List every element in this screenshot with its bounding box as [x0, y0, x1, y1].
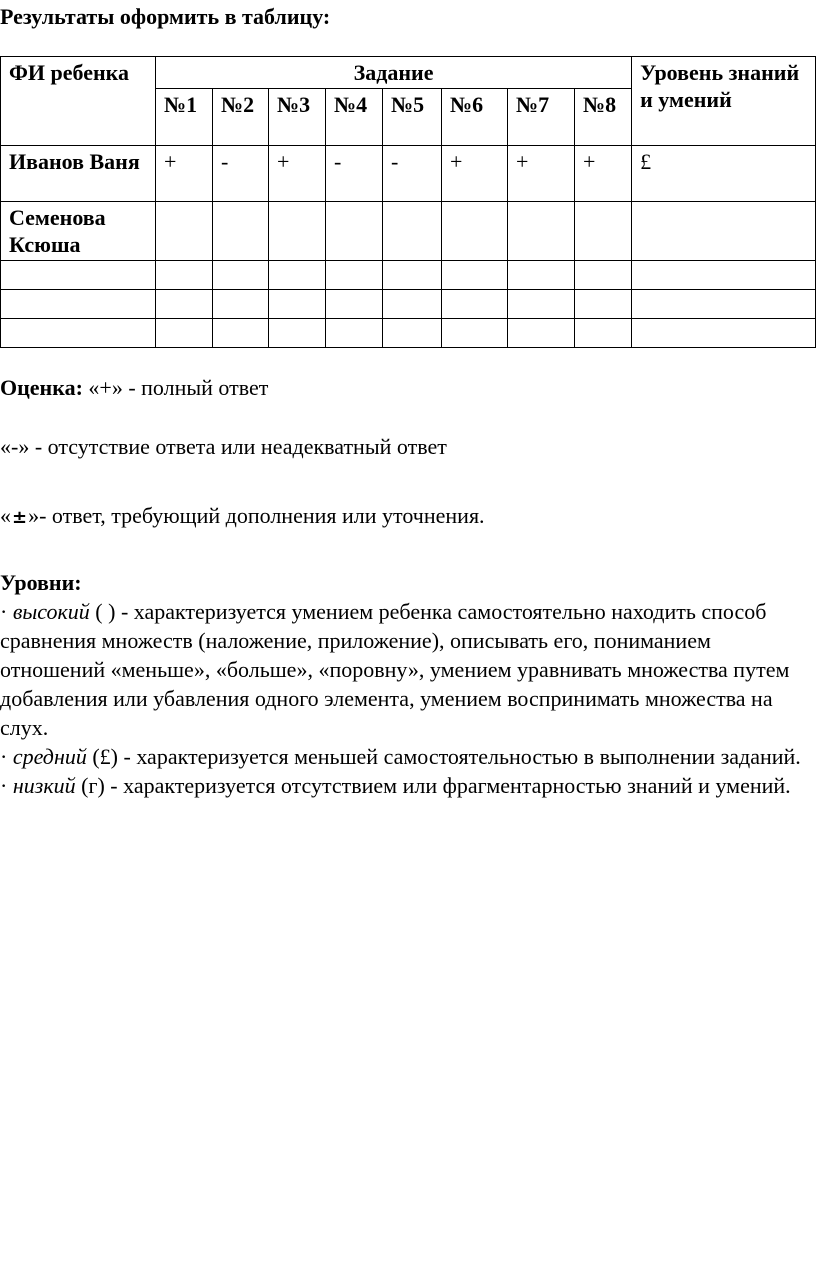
task-number-header: №2 — [213, 89, 269, 146]
grading-partial-open: « — [0, 503, 11, 528]
task-mark-cell — [442, 290, 508, 319]
column-header-level: Уровень знаний и умений — [632, 57, 816, 146]
task-mark-cell: - — [326, 146, 383, 202]
child-name-cell — [1, 261, 156, 290]
level-low-text: (г) - характеризуется отсутствием или фрагментарностью знаний и умений. — [75, 773, 791, 798]
table-header-row — [1, 57, 816, 89]
task-mark-cell — [213, 290, 269, 319]
table-row — [1, 319, 816, 348]
task-mark-cell — [326, 319, 383, 348]
table-row — [1, 146, 816, 202]
task-mark-cell — [508, 290, 575, 319]
level-low-name: низкий — [12, 773, 76, 798]
level-mid-name: средний — [12, 744, 87, 769]
task-mark-cell — [508, 319, 575, 348]
task-mark-cell — [575, 202, 632, 261]
task-number-header: №3 — [269, 89, 326, 146]
level-cell: £ — [632, 146, 816, 202]
task-mark-cell — [156, 319, 213, 348]
task-mark-cell — [442, 202, 508, 261]
task-number-header: №4 — [326, 89, 383, 146]
task-mark-cell — [383, 290, 442, 319]
task-mark-cell — [156, 290, 213, 319]
levels-section — [0, 568, 812, 800]
task-mark-cell: + — [508, 146, 575, 202]
level-high-item — [0, 597, 812, 742]
task-mark-cell — [156, 202, 213, 261]
task-mark-cell — [269, 202, 326, 261]
level-cell — [632, 261, 816, 290]
grading-partial-text: »- ответ, требующий дополнения или уточнения. — [28, 503, 485, 528]
task-mark-cell — [326, 202, 383, 261]
task-mark-cell — [269, 290, 326, 319]
task-mark-cell — [575, 261, 632, 290]
task-mark-cell — [442, 261, 508, 290]
column-header-task: Задание — [156, 57, 632, 89]
table-row — [1, 202, 816, 261]
task-mark-cell: + — [269, 146, 326, 202]
level-mid-text: (£) - характеризуется меньшей самостоятельностью в выполнении заданий. — [86, 744, 801, 769]
task-number-header: №6 — [442, 89, 508, 146]
task-mark-cell: - — [213, 146, 269, 202]
task-mark-cell — [326, 261, 383, 290]
grading-full-text: «+» - полный ответ — [82, 375, 269, 400]
task-mark-cell — [269, 319, 326, 348]
child-name-cell — [1, 319, 156, 348]
task-mark-cell — [575, 319, 632, 348]
task-mark-cell — [213, 202, 269, 261]
task-mark-cell — [156, 261, 213, 290]
grading-missing-line: «-» - отсутствие ответа или неадекватный ответ — [0, 434, 447, 459]
task-mark-cell: + — [442, 146, 508, 202]
task-mark-cell — [383, 319, 442, 348]
grading-label: Оценка: — [0, 375, 83, 400]
task-mark-cell — [383, 261, 442, 290]
task-mark-cell — [213, 261, 269, 290]
task-mark-cell — [269, 261, 326, 290]
task-mark-cell — [508, 261, 575, 290]
task-mark-cell — [326, 290, 383, 319]
page-heading: Результаты оформить в таблицу: — [0, 4, 331, 29]
task-mark-cell: + — [575, 146, 632, 202]
level-cell — [632, 319, 816, 348]
level-cell — [632, 202, 816, 261]
task-mark-cell — [383, 202, 442, 261]
levels-title: Уровни: — [0, 570, 82, 595]
bullet: · — [0, 773, 13, 798]
grading-partial-line — [0, 501, 485, 532]
table-row — [1, 290, 816, 319]
grading-full-line — [0, 373, 268, 402]
plus-minus-icon: ± — [12, 507, 28, 528]
results-table — [0, 56, 816, 348]
task-number-header: №8 — [575, 89, 632, 146]
level-mid-item — [0, 742, 812, 771]
child-name-cell: Иванов Ваня — [1, 146, 156, 202]
task-number-header: №1 — [156, 89, 213, 146]
table-row — [1, 261, 816, 290]
task-number-header: №5 — [383, 89, 442, 146]
task-mark-cell — [508, 202, 575, 261]
task-mark-cell — [442, 319, 508, 348]
child-name-cell: Семенова Ксюша — [1, 202, 156, 261]
level-low-item — [0, 771, 812, 800]
bullet: · — [0, 599, 13, 624]
task-mark-cell: - — [383, 146, 442, 202]
task-mark-cell — [575, 290, 632, 319]
task-mark-cell — [213, 319, 269, 348]
task-mark-cell: + — [156, 146, 213, 202]
task-number-header: №7 — [508, 89, 575, 146]
child-name-cell — [1, 290, 156, 319]
column-header-name: ФИ ребенка — [1, 57, 156, 146]
level-high-name: высокий — [12, 599, 90, 624]
level-high-text: ( ) - характеризуется умением ребенка самостоятельно находить способ сравнения множеств (наложение, приложение), описывать его, пониманием отношений «меньше», «больше», «поровну», умением уравнивать множества путем добавления или убавления одного элемента, умением воспринимать множества на слух. — [0, 599, 790, 740]
level-cell — [632, 290, 816, 319]
bullet: · — [0, 744, 13, 769]
